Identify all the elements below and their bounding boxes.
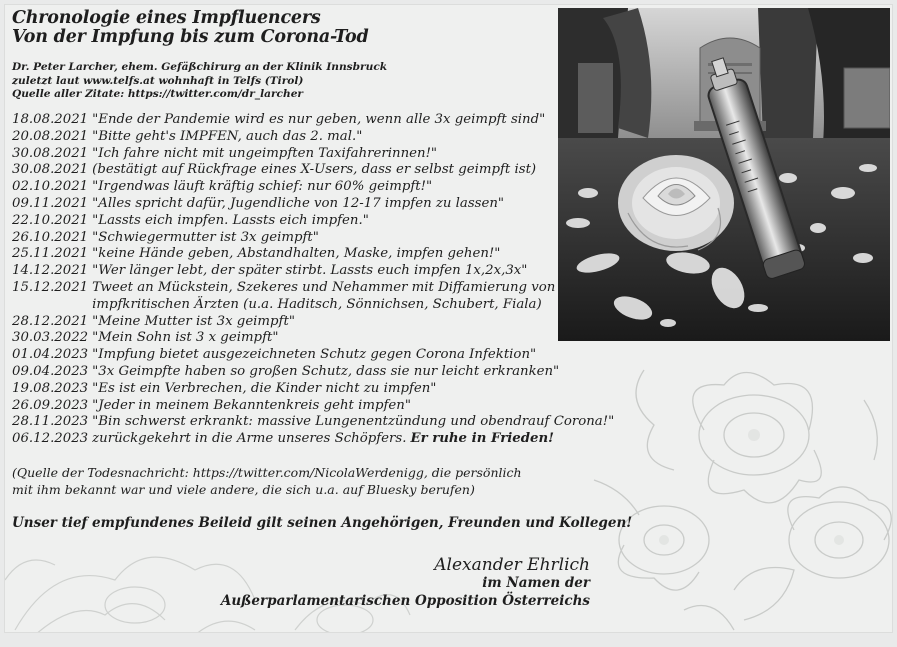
- entry-date: 18.08.2021: [12, 112, 89, 127]
- entry-date: 30.08.2021: [12, 145, 89, 161]
- entry-text: "Meine Mutter ist 3x geimpft": [92, 313, 295, 329]
- entry-date: 09.04.2023: [12, 363, 89, 379]
- entry-date: 30.08.2021: [12, 162, 89, 178]
- timeline-entry: [12, 246, 602, 263]
- entry-text: "Bitte geht's IMPFEN, auch das 2. mal.": [92, 128, 363, 144]
- entry-date: 19.08.2023: [12, 380, 89, 396]
- entry-text: "Impfung bietet ausgezeichneten Schutz gegen Corona Infektion": [92, 347, 537, 363]
- entry-date: 30.03.2022: [12, 330, 89, 346]
- entry-text: "Bin schwerst erkrankt: massive Lungenentzündung und obendrauf Corona!": [92, 414, 615, 430]
- timeline-entry: [12, 196, 602, 213]
- entry-date: 06.12.2023: [12, 431, 89, 447]
- timeline-entry: [12, 314, 602, 331]
- signature-organization: Außerparlamentarischen Opposition Österreichs: [220, 592, 590, 609]
- timeline-entry: [12, 431, 602, 448]
- timeline-entry: [12, 162, 602, 179]
- entry-date: 28.11.2023: [12, 414, 89, 430]
- entry-date: 25.11.2021: [12, 246, 89, 262]
- timeline-entry: [12, 179, 602, 196]
- entry-text: "Jeder in meinem Bekanntenkreis geht impfen": [92, 397, 411, 413]
- entry-text: "Alles spricht dafür, Jugendliche von 12-17 impfen zu lassen": [92, 195, 505, 211]
- entry-text: "Ich fahre nicht mit ungeimpften Taxifahrerinnen!": [92, 145, 438, 161]
- entry-date: 28.12.2021: [12, 313, 89, 329]
- info-line-3: Quelle aller Zitate: https://twitter.com/dr_larcher: [12, 88, 304, 100]
- entry-text: "Schwiegermutter ist 3x geimpft": [92, 229, 319, 245]
- entry-text: "Lassts eich impfen. Lassts eich impfen.": [92, 212, 369, 228]
- entry-date: 01.04.2023: [12, 347, 89, 363]
- entry-emphasis: Er ruhe in Frieden!: [410, 431, 554, 447]
- title-line-2: Von der Impfung bis zum Corona-Tod: [12, 27, 369, 47]
- death-notice-source: [12, 465, 522, 498]
- entry-date: 20.08.2021: [12, 128, 89, 144]
- entry-text: "3x Geimpfte haben so großen Schutz, dass sie nur leicht erkranken": [92, 363, 560, 379]
- timeline-entry: [12, 398, 602, 415]
- signature-line-2: im Namen der: [482, 575, 590, 591]
- entry-date: 09.11.2021: [12, 195, 89, 211]
- timeline-entry: [12, 364, 602, 381]
- info-line-2: zuletzt laut www.telfs.at wohnhaft in Telfs (Tirol): [12, 74, 304, 87]
- entry-date: 14.12.2021: [12, 263, 89, 279]
- entry-text: Tweet an Mückstein, Szekeres und Nehammer mit Diffamierung von impfkritischen Ärzten (u.a. Haditsch, Sönnichsen, Schubert, Fiala): [92, 279, 556, 312]
- timeline-list: [12, 112, 615, 448]
- timeline-entry: [12, 230, 602, 247]
- entry-text: zurückgekehrt in die Arme unseres Schöpfers.: [92, 431, 407, 447]
- timeline-entry: [12, 280, 602, 314]
- timeline-entry: [12, 146, 602, 163]
- timeline-entry: [12, 330, 602, 347]
- timeline-entry: [12, 213, 602, 230]
- entry-date: 26.09.2023: [12, 397, 89, 413]
- entry-date: 15.12.2021: [12, 279, 89, 295]
- document-card: [4, 4, 893, 633]
- timeline-entry: [12, 112, 602, 129]
- signature-block: [221, 555, 590, 610]
- entry-date: 26.10.2021: [12, 229, 89, 245]
- timeline-entry: [12, 263, 602, 280]
- floral-decoration-right: [584, 340, 893, 633]
- source-line-2: mit ihm bekannt war und viele andere, die sich u.a. auf Bluesky berufen): [12, 481, 475, 497]
- entry-text: "Ende der Pandemie wird es nur geben, wenn alle 3x geimpft sind": [92, 112, 546, 127]
- timeline-entry: [12, 129, 602, 146]
- person-info: [12, 61, 387, 102]
- photo-illustration: [558, 8, 890, 341]
- timeline-entry: [12, 347, 602, 364]
- condolence-message: Unser tief empfundenes Beileid gilt seinen Angehörigen, Freunden und Kollegen!: [12, 515, 633, 531]
- signature-name: Alexander Ehrlich: [434, 555, 590, 575]
- entry-date: 22.10.2021: [12, 212, 89, 228]
- info-line-1: Dr. Peter Larcher, ehem. Gefäßchirurg an der Klinik Innsbruck: [12, 61, 388, 73]
- source-line-1: (Quelle der Todesnachricht: https://twitter.com/NicolaWerdenigg, die persönlich: [12, 465, 522, 480]
- entry-text: "Es ist ein Verbrechen, die Kinder nicht zu impfen": [92, 380, 437, 396]
- entry-text: "keine Hände geben, Abstandhalten, Maske, impfen gehen!": [92, 246, 501, 262]
- timeline-entry: [12, 414, 615, 431]
- timeline-entry: [12, 381, 602, 398]
- entry-text: "Irgendwas läuft kräftig schief: nur 60% geimpft!": [92, 179, 433, 195]
- entry-text: "Wer länger lebt, der später stirbt. Lassts euch impfen 1x,2x,3x": [92, 263, 528, 279]
- entry-text: (bestätigt auf Rückfrage eines X-Users, dass er selbst geimpft ist): [92, 162, 537, 178]
- entry-text: "Mein Sohn ist 3 x geimpft": [92, 330, 279, 346]
- entry-date: 02.10.2021: [12, 179, 89, 195]
- grave-rose-syringe-photo: [558, 8, 890, 341]
- title-line-1: Chronologie eines Impfluencers: [12, 8, 321, 28]
- document-title: [12, 9, 369, 47]
